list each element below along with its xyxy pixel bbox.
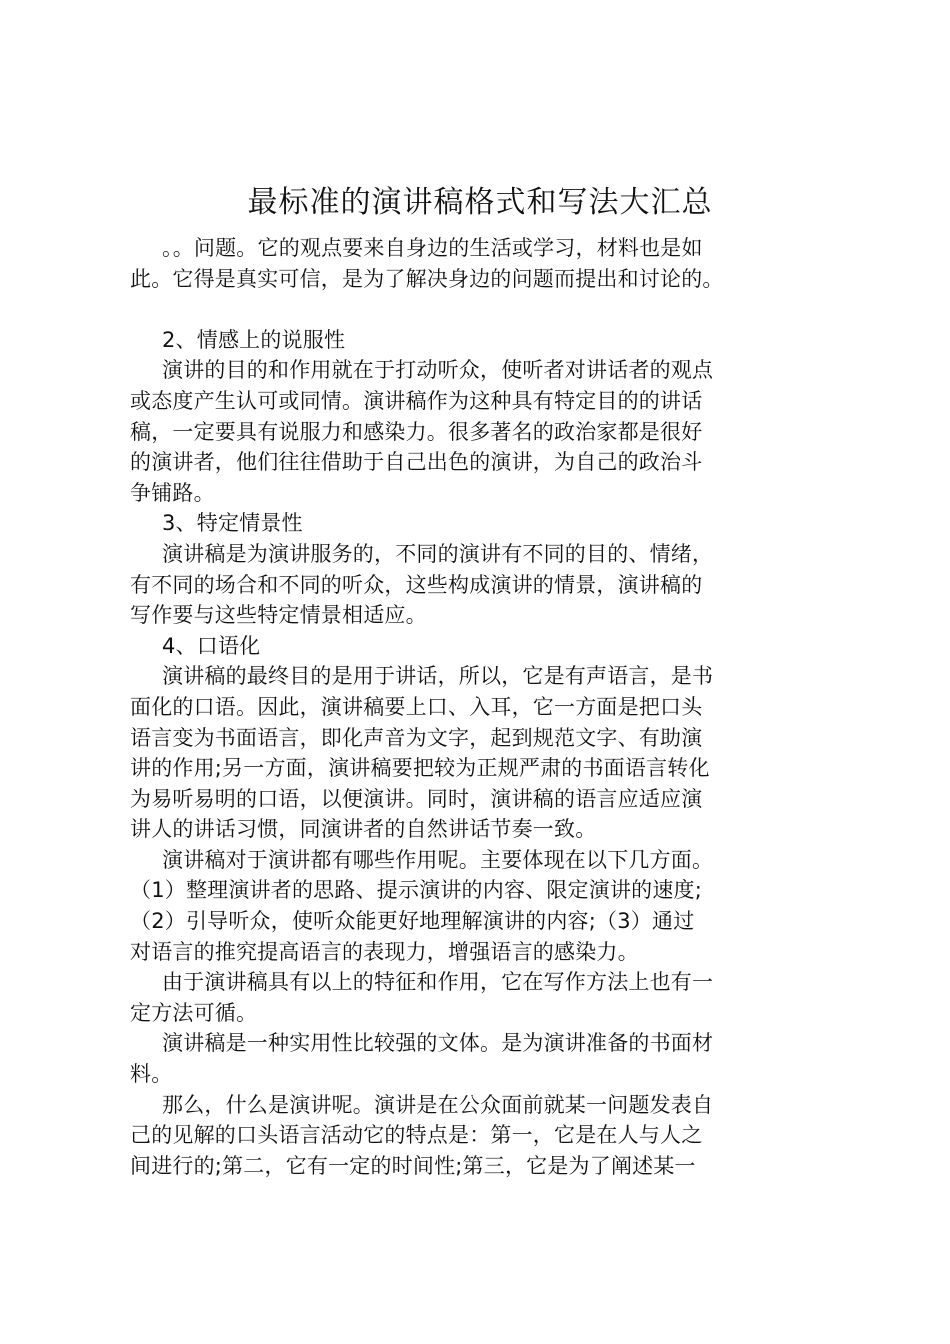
section-heading: 3、特定情景性	[162, 511, 303, 536]
text-line: 。。问题。它的观点要来自身边的生活或学习，材料也是如	[162, 236, 703, 260]
blank-line	[130, 294, 830, 325]
text-line: 演讲稿是一种实用性比较强的文体。是为演讲准备的书面材	[162, 1031, 714, 1056]
text-line: 料。	[130, 1062, 173, 1087]
text-line: 对语言的推究提高语言的表现力，增强语言的感染力。	[130, 939, 639, 964]
text-line: 有不同的场合和不同的听众，这些构成演讲的情景，演讲稿的	[130, 572, 703, 597]
text-line: 己的见解的口头语言活动它的特点是：第一，它是在人与人之	[130, 1123, 703, 1148]
text-line: 演讲的目的和作用就在于打动听众，使听者对讲话者的观点	[162, 358, 714, 383]
section-heading: 4、口语化	[162, 633, 261, 658]
text-line: 由于演讲稿具有以上的特征和作用，它在写作方法上也有一	[162, 970, 714, 995]
text-line: 或态度产生认可或同情。演讲稿作为这种具有特定目的的讲话	[130, 388, 703, 413]
text-line: 讲的作用;另一方面，演讲稿要把较为正规严肃的书面语言转化	[130, 756, 710, 781]
text-line: 此。它得是真实可信，是为了解决身边的问题而提出和讨论的。	[130, 266, 724, 291]
text-line: 的演讲者，他们往往借助于自己出色的演讲，为自己的政治斗	[130, 450, 703, 475]
text-line: 为易听易明的口语，以便演讲。同时，演讲稿的语言应适应演	[130, 786, 703, 811]
text-line: 写作要与这些特定情景相适应。	[130, 603, 427, 628]
text-line: 讲人的讲话习惯，同演讲者的自然讲话节奏一致。	[130, 817, 597, 842]
text-line: （1）整理演讲者的思路、提示演讲的内容、限定演讲的速度;	[130, 878, 703, 903]
text-line: 语言变为书面语言，即化声音为文字，起到规范文字、有助演	[130, 725, 703, 750]
text-line: 演讲稿对于演讲都有哪些作用呢。主要体现在以下几方面。	[162, 847, 714, 872]
text-line: 面化的口语。因此，演讲稿要上口、入耳，它一方面是把口头	[130, 694, 703, 719]
text-line: 稿，一定要具有说服力和感染力。很多著名的政治家都是很好	[130, 419, 703, 444]
text-line: （2）引导听众，使听众能更好地理解演讲的内容;（3）通过	[130, 909, 695, 934]
text-line: 争铺路。	[130, 480, 215, 505]
text-line: 演讲稿的最终目的是用于讲话，所以，它是有声语言，是书	[162, 664, 714, 689]
section-heading: 2、情感上的说服性	[162, 327, 346, 352]
document-title: 最标准的演讲稿格式和写法大汇总	[247, 185, 713, 220]
text-line: 定方法可循。	[130, 1000, 258, 1025]
text-line: 间进行的;第二，它有一定的时间性;第三，它是为了阐述某一	[130, 1153, 696, 1178]
text-line: 演讲稿是为演讲服务的，不同的演讲有不同的目的、情绪，	[162, 541, 714, 566]
text-line: 那么，什么是演讲呢。演讲是在公众面前就某一问题发表自	[162, 1092, 714, 1117]
document-body	[130, 233, 830, 1181]
